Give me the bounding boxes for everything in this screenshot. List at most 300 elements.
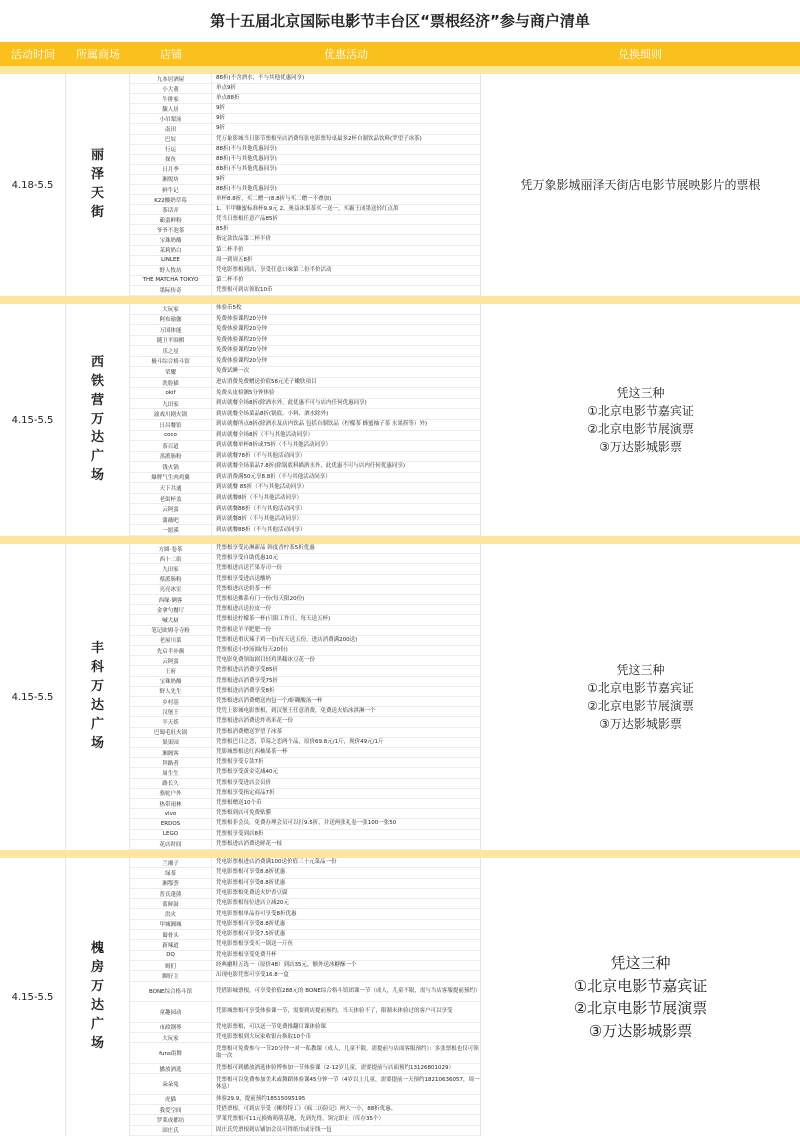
shop-name: 骆驼户外 [130,789,212,798]
shop-name: 行运 [130,145,212,154]
offer-text: 到店就餐全场8折（不与其他活动同享） [216,431,314,438]
table-row [130,544,480,554]
table-row [130,124,480,134]
shop-name: BONE综合格斗馆 [130,982,212,1002]
shop-name: coco [130,431,212,441]
table-row [130,185,480,195]
shop-name: 湘阁客 [130,748,212,757]
offer-text: 凭票根送小炒汤圆(每天20份) [216,647,288,654]
table-row [130,1126,480,1136]
shop-name: 探鱼 [130,155,212,164]
offer-text: 到店就餐88折（不与其他活动同享） [216,526,306,533]
shop-name: 牛排家 [130,94,212,103]
rules-line: ③万达影城影票 [588,1021,693,1040]
shop-name: okif [130,388,212,398]
table-row [130,646,480,656]
shop-name: 鲜牛记 [130,185,212,194]
header-rules: 兑换细则 [480,42,800,66]
mall-name-char: 广 [90,1016,104,1032]
shop-name: vivo [130,809,212,818]
shop-name: 洗脸猫 [130,378,212,388]
table-row [130,971,480,981]
offer-text: 凭电影票根，可以送一节免费推翻目课体验课 [216,1023,327,1030]
offer-text: 凭票根到店可免费贴膜 [216,810,272,817]
offer-text: 凭电影票根到店，享受任意口味第二份半价活动 [216,266,332,273]
table-row [130,304,480,315]
shop-name: 固庄氏 [130,1126,212,1135]
table-row [130,94,480,104]
offer-text: 免费体验课程20分钟 [216,336,267,343]
offer-text: 到店就餐88折（不与其他活动同享） [216,505,306,512]
table-row [130,276,480,286]
shop-name: 甲城湘城 [130,920,212,929]
shop-name: 渝戏川剧火锅 [130,409,212,419]
table-row [130,462,480,473]
mall-name-char: 广 [90,716,104,732]
shop-name: 聊好主 [130,971,212,980]
shop-name: K22酸奶草莓 [130,195,212,204]
rules-line: ②北京电影节展演票 [587,699,694,713]
mall-name-char: 街 [90,204,104,220]
offer-text: 凭票根消费赠送罗望子冰茶 [216,728,283,735]
table-row [130,266,480,276]
table-row [130,165,480,175]
offer-text: 出现电影凭票可享受16.8一盒 [216,972,289,979]
table-row [130,205,480,215]
offer-text: 凭电影票根单品券可享受8折优惠 [216,910,297,917]
table-row [130,920,480,930]
offer-text: 凭票根巴日之恋，草莓之恋两个品，原价69.8元/1斤，现价49元/1斤 [216,738,384,745]
mall-name-char: 房 [90,960,104,976]
offer-text: 凭票根进店送奶茶一杯 [216,585,272,592]
shop-name: 方圆·卷茶 [130,544,212,553]
table-row [130,717,480,727]
header-shop: 店铺 [130,42,212,66]
shop-name: 蒲薇吧 [130,515,212,525]
offer-text: 凭票根享受沁淋新品 韩度香柠茶5折优惠 [216,545,315,552]
offer-text: 88折(不含酒水，不与其他优惠同享) [216,74,305,81]
shop-name: 乐之星 [130,346,212,356]
activity-time: 4.15-5.5 [0,858,66,1136]
shop-name: 万国体能 [130,325,212,335]
offer-text: 到店就餐78折（不与其他活动同享） [216,452,306,459]
table-row [130,84,480,94]
mall-name-char: 达 [90,998,104,1013]
shop-name: 云阿蛮 [130,504,212,514]
offer-text: 单杯8.8折，买二赠一(8.8折与买二赠一不叠加) [216,196,332,203]
shop-name: 拜路者 [130,758,212,767]
offer-text: 凭票根享受专款7折 [216,759,264,766]
mall-name-char: 西 [90,355,104,371]
table-row [130,585,480,595]
table-row [130,868,480,878]
table-row [130,155,480,165]
redemption-rules [480,74,800,296]
shop-name: 墨际传奇 [130,286,212,295]
offer-text: 凭电影票根享受买一锅送一斤鱼 [216,941,294,948]
mall-section [0,304,800,536]
offer-text: 凭万象影城当日影节票根至店消费每张电影票每桌最多2杯自制饮品饮料(罗望子冰茶) [216,135,422,142]
activity-time: 4.15-5.5 [0,304,66,536]
redemption-rules [480,304,800,536]
table-row [130,145,480,155]
shop-name: ERDOS [130,819,212,828]
table-row [130,748,480,758]
table-row [130,605,480,615]
table-row [130,575,480,585]
offer-text: 到店就餐全场菜品7.8折(除锅底料描酒水外，此优惠不可与店内任何优惠同享) [216,463,406,470]
shop-name: 金拿勺餐厅 [130,605,212,614]
shop-name: 九田家 [130,399,212,409]
rules-line: 凭这三种 [616,386,665,400]
offer-text: 凭电影票根可享受8.8折优惠 [216,869,286,876]
shop-name: DQ [130,951,212,960]
table-row [130,104,480,114]
rules-line: ①北京电影节嘉宾证 [587,404,694,418]
mall-name-char: 泽 [90,167,104,183]
redemption-rules [480,544,800,850]
offer-text: 进店消费免费赠送价值58元光子嫩肤项目 [216,379,317,385]
offer-text: 凭电影免费领取剧目轻鸡黑糯冰豆花一份 [216,657,316,664]
offer-text: 凭电影票根进店消费满100送价值三十元菜品一份 [216,859,337,866]
shop-name: 巴蜀毛肚火锅 [130,728,212,737]
table-row [130,758,480,768]
table-row [130,615,480,625]
table-row [130,879,480,889]
table-row [130,409,480,420]
offer-text: 凭票根进店送拉皮一份 [216,606,272,613]
section-separator [0,296,800,304]
offer-text: 到店就餐 85折（不与其他活动同享） [216,484,308,491]
shop-name: 热带雨林 [130,799,212,808]
offer-text: 凭票根送羊羊肥肥一份 [216,626,272,633]
shop-name: 先启半步颠 [130,646,212,655]
shop-name: 茶话弄 [130,205,212,214]
rules-line: 凭万象影城丽泽天街店电影节展映影片的票根 [520,178,761,192]
table-row [130,114,480,124]
offer-text: 凭票根享受到店8折 [216,830,264,837]
rules-line: ②北京电影节展演票 [573,999,708,1017]
mall-name-char: 万 [90,411,104,427]
offer-text: 固庄氏凭票根到店铺加会员可得纸巾或牙线一包 [216,1126,332,1133]
table-row [130,951,480,961]
offer-text: 免费体验课程20分钟 [216,315,267,322]
table-row [130,378,480,389]
shop-name: 罗莱成都坊 [130,1115,212,1124]
offer-text: 凭影城票根可享受体验课一节，需要到店提前预约，当天体验不了，限制未体验过的客户可以享受 [216,1008,453,1015]
mall-name-char: 营 [90,392,104,408]
mall-name [66,544,130,850]
shop-name: 笔记欧姆寺寺粉 [130,626,212,635]
offer-text: 免费体验课程20分钟 [216,357,267,364]
offer-text: 凭当日票根任意产品85折 [216,216,278,223]
shop-name: 虎猫 [130,1095,212,1104]
table-row [130,707,480,717]
section-separator [0,850,800,858]
table-row [130,315,480,326]
offer-text: 凭票根进店消费享受8折 [216,687,275,694]
table-row [130,889,480,899]
table-row [130,325,480,336]
table-row [130,1023,480,1033]
shop-name: 荣耀 [130,367,212,377]
offer-text: 9折 [216,175,225,182]
mall-section [0,858,800,1136]
shop-name: 花店时间 [130,840,212,849]
offer-text: 到店就餐8折（不与其他活动同享） [216,516,303,523]
offer-text: 到店就餐所点8折(除酒水及店内饮品 包括自制饮品（柠檬茶 蜂蜜柚子茶 水果捞等）外) [216,421,428,428]
table-row [130,420,480,431]
table-row [130,74,480,84]
rules-line: ①北京电影节嘉宾证 [587,681,694,695]
shop-name: 蜀骨头 [130,930,212,939]
table-row [130,235,480,245]
table-row [130,768,480,778]
shop-name: 兰湘子 [130,858,212,867]
section-separator [0,536,800,544]
offer-text: 体验币5枚 [216,305,242,312]
shop-name: 王府 [130,666,212,675]
table-row [130,135,480,145]
offer-text: 88折(不与其他优惠同享) [216,145,277,152]
offer-text: 凭票根送佛系有门一份(每天限20份) [216,596,305,603]
table-row [130,626,480,636]
shop-name: 周生生 [130,768,212,777]
shop-name: 果果园 [130,738,212,747]
table-row [130,656,480,666]
activity-time: 4.18-5.5 [0,74,66,296]
offer-text: 第二杯半价 [216,276,244,283]
offer-text: 凭票根送重庆辣子鸡一份(每天送五份，进店消费满200送) [216,636,358,643]
table-row [130,1043,480,1064]
shop-name: 西十二街 [130,554,212,563]
rules-line: 凭这三种 [616,663,665,677]
table-row [130,367,480,378]
shop-name: 汉堡王 [130,707,212,716]
offer-text: 单点9折 [216,85,236,92]
table-row [130,779,480,789]
offer-text: 凭借票根，可到店享受《狮得特工》《疯二历险记》两大一小，88折优惠。 [216,1106,397,1113]
shop-name: 湘悦坊 [130,175,212,184]
offer-text: 凭票根享受进店会员价 [216,779,272,786]
offer-text: 免费体验课程20分钟 [216,347,267,354]
shop-name: 小大董 [130,84,212,93]
table-row [130,858,480,868]
offer-text: 凭电影票根每位进店立减20元 [216,900,289,907]
shop-name: 蓝鲜鼓 [130,899,212,908]
offer-text: 到店就餐全场菜品8折(锅底、小料、酒水除外) [216,410,329,417]
offer-text: 到店就餐全场8折(除酒水外，此优惠不可与店内任何优惠同享) [216,400,367,407]
offer-text: 到店就餐单杯8折或75折（不与其他活动同享） [216,442,331,449]
shop-name: 随卫平围棋 [130,336,212,346]
offer-text: 凭票根进店消费送炸鸡米花一份 [216,718,294,725]
mall-name-char: 广 [90,449,104,465]
offer-text: 凭票根享受进店送酸奶 [216,575,272,582]
offer-text: 单点88折 [216,95,240,102]
shop-name: 姆们 [130,961,212,970]
table-row [130,494,480,505]
shop-name: 日月季 [130,165,212,174]
offer-text: 免费试睡一次 [216,368,250,375]
header-time: 活动时间 [0,42,66,66]
offer-text: 免费头皮检测5分钟体验 [216,389,275,396]
offer-text: 凭票根可到店领取10币 [216,286,273,293]
shop-name: 馥人居 [130,104,212,113]
table-row [130,830,480,840]
table-row [130,564,480,574]
mall-name-char: 万 [90,679,104,695]
offer-text: 指定款饮品第二杯半价 [216,236,272,243]
shop-name: 普氏蓬熊 [130,889,212,898]
shop-name: 一愿溪 [130,525,212,535]
table-row [130,336,480,347]
mall-section [0,544,800,850]
table-row [130,1064,480,1074]
shop-name: 播放酒选 [130,1064,212,1073]
offer-text: 凭票根享受自助优惠10元 [216,555,278,562]
shop-name: 西缘·俩客 [130,595,212,604]
table-row [130,515,480,526]
table-row [130,175,480,185]
mall-name-char: 科 [90,660,104,676]
mall-name [66,74,130,296]
shop-name: 南田 [130,124,212,133]
rules-line: ①北京电影节嘉宾证 [573,976,708,995]
offer-text: 凭票根享受指定商品7折 [216,789,275,796]
offer-text: 凭电影票根享受免费升杯 [216,951,277,958]
table-row [130,256,480,266]
offer-text: 88折(不与其他优惠同享) [216,155,277,162]
section-separator [0,66,800,74]
offer-text: 凭电影票根免费送火炉香豆腐 [216,889,288,896]
table-row [130,819,480,829]
mall-name-char: 铁 [90,373,104,389]
offer-text: 凭电影票根可享受8.8折优惠 [216,920,286,927]
shop-name: 新辣道 [130,940,212,949]
offer-text: 凭票根进店消费享受75折 [216,677,278,684]
table-row [130,595,480,605]
shop-name: 云阿蛮 [130,656,212,665]
shop-name: 九本居酒屋 [130,74,212,83]
shop-name: 乡村基 [130,697,212,706]
offer-text: 经典麝鞋五选一（原价48）到店35元，额外送冰糖酥一个 [216,962,357,969]
table-row [130,677,480,687]
shop-name: 九田家 [130,564,212,573]
offer-text: 凭票根进店送芒果寿司一份 [216,565,283,572]
offer-text: 凭影城票根送红西柚果茶一杯 [216,749,288,756]
offer-text: 凭票根非会员，免费办理会员可以打9.5折，并送两张礼卷一张100一张50 [216,820,397,827]
offer-text: 凭票根可免费参与一节20分钟一对一私教课（成人，儿童不限，需提前与店面客服预约）：多张票根也仅可领取一次 [216,1045,479,1060]
offer-text: 凭票根可到播放酒选体验博参加一节体验课（2-12岁儿童，需要提前与店面预约13126801029） [216,1064,454,1071]
offer-text: 1、半甲糠蜜标准杯9.9元 2、奥益冰果茶买一送一，买霸王闭墨送轻红点墨 [216,206,399,213]
offer-text: 周一到周五8折 [216,256,253,263]
shop-name: 阿布瑜伽 [130,315,212,325]
table-row [130,738,480,748]
table-row [130,195,480,205]
table-row [130,809,480,819]
table-row [130,441,480,452]
offer-text: 凭票根可以免费参加美术或舞蹈体验课45分钟一节（4岁以上儿童，需要提前一天预约18210636057，周一休息） [216,1076,480,1090]
shop-name: 大玩家 [130,1033,212,1042]
table-row [130,728,480,738]
table-row [130,1074,480,1095]
shop-name: 我爱空间 [130,1105,212,1114]
shop-name: 小吊梨汤 [130,114,212,123]
header-offer: 优惠活动 [212,42,480,66]
shop-name: 茶百道 [130,441,212,451]
shop-name: 爷爷不泡茶 [130,225,212,234]
header-mall: 所属商场 [66,42,130,66]
offer-text: 第二杯半价 [216,246,244,253]
offer-text: 85折 [216,226,229,233]
table-row [130,687,480,697]
offer-text: 9折 [216,115,225,122]
mall-name-char: 丽 [90,148,104,164]
table-row [130,215,480,225]
shop-name: 宝珠奶酪 [130,235,212,244]
shop-name: LEGO [130,830,212,839]
shop-name: 老屋川菜 [130,636,212,645]
shop-name: 野人先生 [130,687,212,696]
mall-name-char: 万 [90,979,104,995]
mall-name-char: 丰 [90,641,104,657]
shop-name: LINLEE [130,256,212,265]
shop-name: 宝珠奶酪 [130,677,212,686]
offer-text: 体验29.9，提前预约18515095195 [216,1095,306,1102]
shop-name: 巴奴 [130,135,212,144]
mall-name-char: 达 [90,698,104,713]
mall-section [0,74,800,296]
shop-name: 大玩家 [130,304,212,314]
mall-name [66,858,130,1136]
offer-text: 到店就餐8折（不与其他活动同享） [216,495,303,501]
shop-name: 日昌餐馆 [130,420,212,430]
table-row [130,399,480,410]
rules-line: ②北京电影节展演票 [587,422,694,436]
table-row [130,1095,480,1105]
shop-name: 老街杯盖 [130,494,212,504]
offer-text: 凭票根赠送10个币 [216,800,262,807]
table-row [130,697,480,707]
rules-line: ③万达影城影票 [599,717,682,731]
offer-text: 88折(不与其他优惠同享) [216,165,277,172]
offer-text: 凭票根进店消费送鲜花一枝 [216,840,283,847]
table-row [130,982,480,1003]
activity-time: 4.15-5.5 [0,544,66,850]
table-row [130,1002,480,1023]
offer-text: 9折 [216,105,225,112]
offer-text: 凭票根进店消费赠送肉包一个/虾糊酸汤一杯 [216,698,323,705]
table-row [130,799,480,809]
table-row [130,1115,480,1125]
table-row [130,961,480,971]
offer-text: 凭电影票根可享受7.5折优惠 [216,931,286,938]
offer-text: 到店消费满50元享8.8折（不与其他活动同享） [216,473,331,480]
offer-text: 凭凭上影城电影票根，到汉堡王任意消费，免费送火焰冰淇淋一个 [216,708,376,715]
shop-name: 蒸派肠粉 [130,452,212,462]
shop-name: 天下共通 [130,483,212,493]
shop-name: 洪火 [130,909,212,918]
offer-text: 88折(不与其他优惠同享) [216,185,277,192]
table-row [130,504,480,515]
table-row [130,666,480,676]
offer-text: 免费体验课程20分钟 [216,326,267,333]
shop-name: 童趣园动 [130,1002,212,1022]
table-row [130,388,480,399]
shop-name: 钱火锅 [130,462,212,472]
shop-name: 喊大厨 [130,615,212,624]
shop-name: 半天妖 [130,717,212,726]
